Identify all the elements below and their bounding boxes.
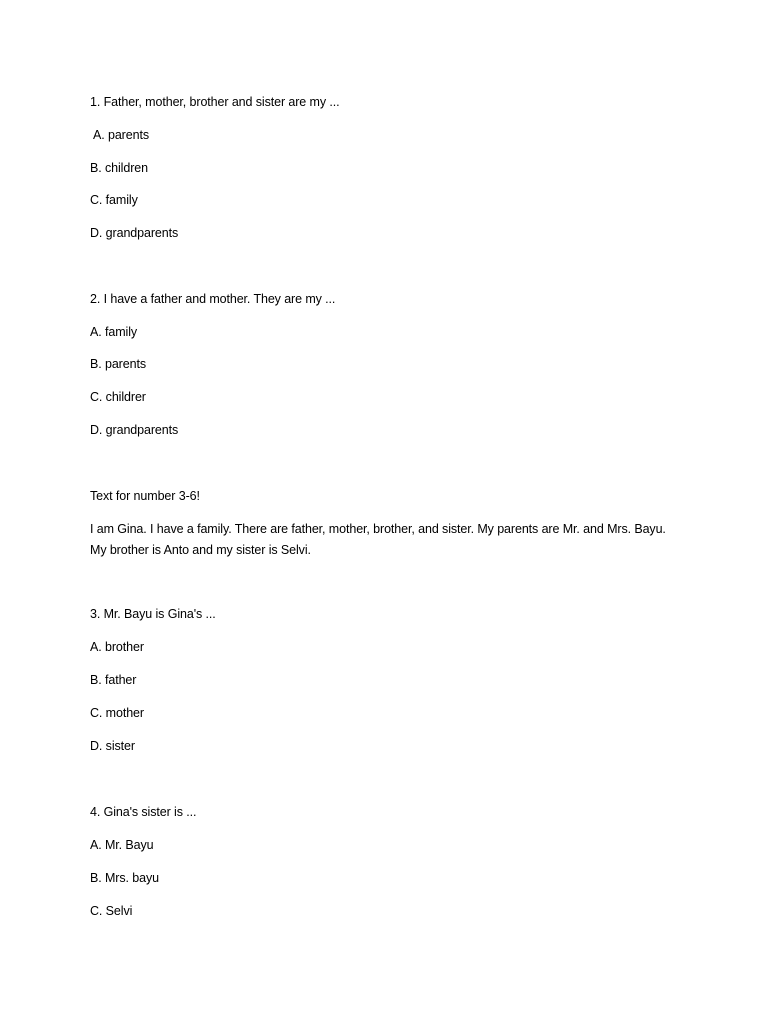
question-1-option-b: B. children: [90, 161, 148, 175]
question-4-option-b: B. Mrs. bayu: [90, 871, 159, 885]
question-3-option-a: A. brother: [90, 640, 144, 654]
question-1-prompt: 1. Father, mother, brother and sister are my ...: [90, 95, 340, 109]
question-4-prompt: 4. Gina's sister is ...: [90, 805, 197, 819]
question-4-option-a: A. Mr. Bayu: [90, 838, 154, 852]
question-2-option-a: A. family: [90, 325, 138, 339]
reading-heading: Text for number 3-6!: [90, 489, 200, 503]
question-3-option-d: D. sister: [90, 739, 135, 753]
question-2-prompt: 2. I have a father and mother. They are my ...: [90, 292, 336, 306]
question-1-option-d: D. grandparents: [90, 226, 179, 240]
question-3-prompt: 3. Mr. Bayu is Gina's ...: [90, 607, 216, 621]
question-1-option-c: C. family: [90, 193, 138, 207]
question-4-option-c: C. Selvi: [90, 904, 133, 918]
reading-passage: I am Gina. I have a family. There are father, mother, brother, and sister. My parents are Mr. and Mrs. Bayu. My brother is Anto and my sister is Selvi.: [90, 522, 666, 557]
question-2-option-b: B. parents: [90, 357, 146, 371]
question-3-option-c: C. mother: [90, 706, 144, 720]
question-2-option-d: D. grandparents: [90, 423, 179, 437]
question-2-option-c: C. childrer: [90, 390, 146, 404]
question-1-option-a: A. parents: [93, 128, 149, 142]
question-3-option-b: B. father: [90, 673, 137, 687]
